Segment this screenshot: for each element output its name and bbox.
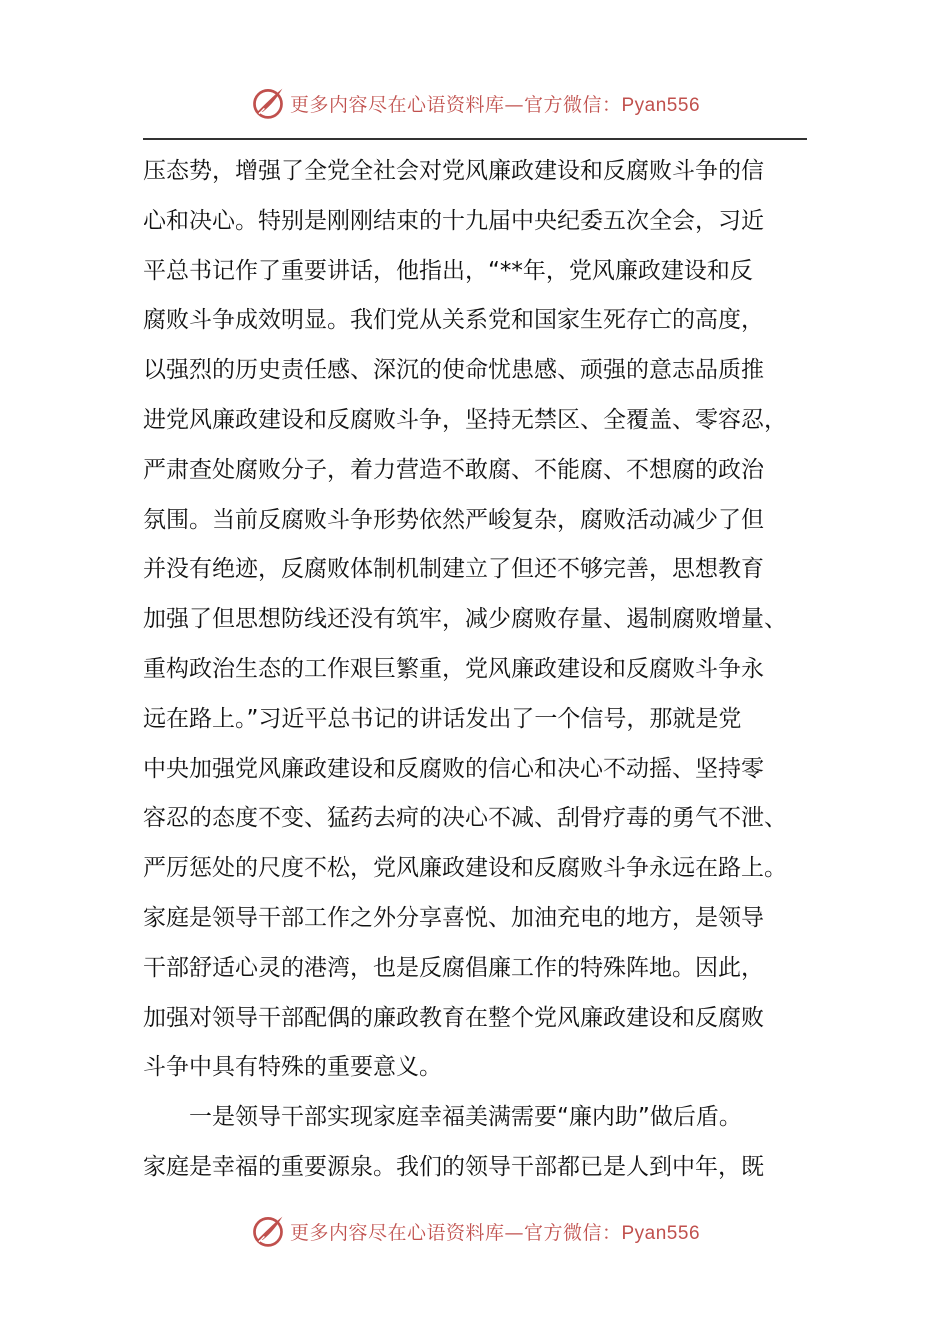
text-line: 一是领导干部实现家庭幸福美满需要“廉内助”做后盾。 bbox=[189, 1104, 742, 1131]
footer-banner-text bbox=[290, 1218, 700, 1245]
text-line: 严厉惩处的尺度不松，党风廉政建设和反腐败斗争永远在路上。 bbox=[143, 855, 787, 882]
header-wechat-id: Pyan556 bbox=[621, 94, 701, 116]
text-line: 干部舒适心灵的港湾，也是反腐倡廉工作的特殊阵地。因此， bbox=[143, 954, 764, 981]
footer-separator: — bbox=[504, 1221, 524, 1244]
text-line: 压态势，增强了全党全社会对党风廉政建设和反腐败斗争的信 bbox=[143, 158, 764, 184]
document-body bbox=[143, 147, 823, 1193]
text-line: 平总书记作了重要讲话，他指出，“**年，党风廉政建设和反 bbox=[143, 257, 753, 284]
text-line: 心和决心。特别是刚刚结束的十九届中央纪委五次全会，习近 bbox=[143, 207, 764, 234]
quill-logo-icon bbox=[250, 1213, 286, 1249]
text-line: 并没有绝迹，反腐败体制机制建立了但还不够完善，思想教育 bbox=[143, 556, 764, 583]
footer-banner-title: 更多内容尽在心语资料库 bbox=[289, 1221, 505, 1244]
paragraph-2 bbox=[143, 1093, 823, 1193]
text-line: 严肃查处腐败分子，着力营造不敢腐、不能腐、不想腐的政治 bbox=[143, 456, 764, 483]
header-divider bbox=[143, 138, 807, 140]
header-banner bbox=[0, 83, 950, 123]
text-line: 加强对领导干部配偶的廉政教育在整个党风廉政建设和反腐败 bbox=[143, 1004, 764, 1031]
text-line: 加强了但思想防线还没有筑牢，减少腐败存量、遏制腐败增量、 bbox=[143, 606, 787, 633]
text-line: 进党风廉政建设和反腐败斗争，坚持无禁区、全覆盖、零容忍， bbox=[143, 406, 787, 433]
header-separator: — bbox=[504, 93, 524, 116]
header-banner-title: 更多内容尽在心语资料库 bbox=[289, 93, 505, 116]
footer-wechat-id: Pyan556 bbox=[621, 1222, 701, 1244]
quill-logo-icon bbox=[250, 85, 286, 121]
header-wechat-label: 官方微信： bbox=[523, 93, 622, 116]
text-line: 中央加强党风廉政建设和反腐败的信心和决心不动摇、坚持零 bbox=[143, 755, 764, 782]
text-line: 以强烈的历史责任感、深沉的使命忧患感、顽强的意志品质推 bbox=[143, 357, 764, 384]
header-banner-text bbox=[290, 90, 700, 117]
text-line: 重构政治生态的工作艰巨繁重，党风廉政建设和反腐败斗争永 bbox=[143, 655, 764, 682]
paragraph-1 bbox=[143, 147, 823, 1093]
text-line: 斗争中具有特殊的重要意义。 bbox=[143, 1054, 442, 1081]
text-line: 氛围。当前反腐败斗争形势依然严峻复杂，腐败活动减少了但 bbox=[143, 506, 764, 533]
text-line: 家庭是幸福的重要源泉。我们的领导干部都已是人到中年，既 bbox=[143, 1153, 764, 1180]
footer-wechat-label: 官方微信： bbox=[523, 1221, 622, 1244]
text-line: 家庭是领导干部工作之外分享喜悦、加油充电的地方，是领导 bbox=[143, 904, 764, 931]
text-line: 腐败斗争成效明显。我们党从关系党和国家生死存亡的高度， bbox=[143, 307, 764, 334]
text-line: 容忍的态度不变、猛药去疴的决心不减、刮骨疗毒的勇气不泄、 bbox=[143, 805, 787, 832]
footer-banner bbox=[0, 1211, 950, 1251]
text-line: 远在路上。”习近平总书记的讲话发出了一个信号，那就是党 bbox=[143, 705, 742, 732]
